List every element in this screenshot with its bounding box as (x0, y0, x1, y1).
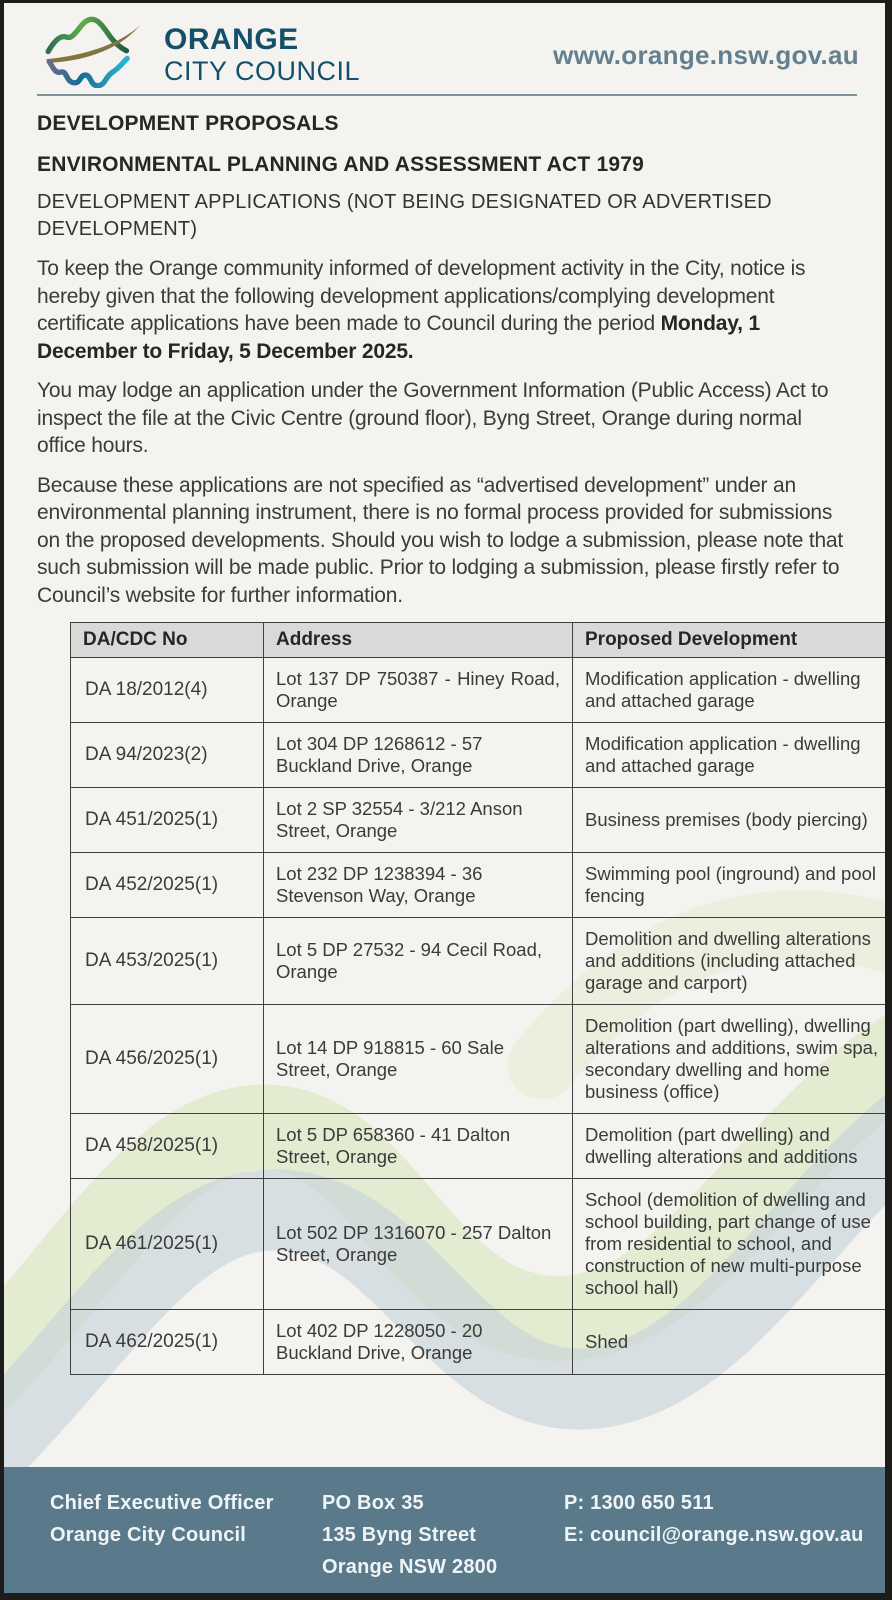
contact-footer (4, 1467, 885, 1593)
footer-po-box: PO Box 35 (322, 1492, 424, 1514)
address-cell: Lot 304 DP 1268612 - 57 Buckland Drive, Orange (264, 723, 573, 788)
paragraph-text: To keep the Orange community informed of development activity in the City, notice is hereby given that the following development applications/complying development certificate applications have been made to Council during the period (37, 257, 806, 335)
notice-paragraph-period (37, 255, 850, 365)
column-header-development: Proposed Development (573, 623, 892, 658)
footer-officer-block (50, 1487, 322, 1551)
footer-street: 135 Byng Street (322, 1524, 477, 1546)
table-row (71, 723, 892, 788)
da-number-cell: DA 452/2025(1) (71, 853, 264, 918)
notice-body (37, 111, 879, 1375)
da-number-cell: DA 453/2025(1) (71, 918, 264, 1005)
table-row (71, 1179, 892, 1310)
notice-act-heading: ENVIRONMENTAL PLANNING AND ASSESSMENT ACT 1979 (37, 153, 644, 176)
da-number-cell: DA 18/2012(4) (71, 658, 264, 723)
logo-wordmark (164, 24, 360, 86)
council-logo (34, 12, 360, 88)
address-cell: Lot 137 DP 750387 - Hiney Road, Orange (264, 658, 573, 723)
address-cell: Lot 502 DP 1316070 - 257 Dalton Street, Orange (264, 1179, 573, 1310)
logo-waves-icon (34, 12, 152, 88)
table-row (71, 853, 892, 918)
da-number-cell: DA 451/2025(1) (71, 788, 264, 853)
address-cell: Lot 2 SP 32554 - 3/212 Anson Street, Orange (264, 788, 573, 853)
logo-wordmark-line1: ORANGE (164, 23, 299, 56)
da-number-cell: DA 462/2025(1) (71, 1310, 264, 1375)
notice-period-bold: Monday, 1 December to Friday, 5 December 2025. (37, 312, 760, 363)
table-row (71, 1114, 892, 1179)
column-header-address: Address (264, 623, 573, 658)
address-cell: Lot 5 DP 658360 - 41 Dalton Street, Orange (264, 1114, 573, 1179)
development-applications-table (70, 622, 892, 1375)
footer-contact-block (564, 1487, 865, 1551)
development-cell: Demolition and dwelling alterations and additions (including attached garage and carport) (573, 918, 892, 1005)
footer-email-link[interactable]: E: council@orange.nsw.gov.au (564, 1524, 864, 1546)
development-cell: Modification application - dwelling and attached garage (573, 658, 892, 723)
development-cell: Modification application - dwelling and attached garage (573, 723, 892, 788)
column-header-da-no: DA/CDC No (71, 623, 264, 658)
development-cell: Demolition (part dwelling) and dwelling alterations and additions (573, 1114, 892, 1179)
development-cell: Shed (573, 1310, 892, 1375)
footer-officer-title: Chief Executive Officer (50, 1492, 274, 1514)
notice-paragraph-submissions: Because these applications are not specified as “advertised development” under an environmental planning instrument, there is no formal process provided for submissions on the proposed developments. Should you wish to lodge a submission, please note that such submission will be made public. Prior to lodging a submission, please firstly refer to Council’s website for further information. (37, 473, 844, 607)
address-cell: Lot 232 DP 1238394 - 36 Stevenson Way, Orange (264, 853, 573, 918)
da-number-cell: DA 461/2025(1) (71, 1179, 264, 1310)
table-row (71, 1310, 892, 1375)
table-header-row (71, 623, 892, 658)
table-row (71, 1005, 892, 1114)
notice-subheading: DEVELOPMENT APPLICATIONS (NOT BEING DESIGNATED OR ADVERTISED DEVELOPMENT) (37, 191, 772, 240)
development-cell: School (demolition of dwelling and school building, part change of use from residential to school, and construction of new multi-purpose school hall) (573, 1179, 892, 1310)
footer-city: Orange NSW 2800 (322, 1556, 498, 1578)
table-row (71, 788, 892, 853)
header-divider (37, 94, 857, 96)
notice-title: DEVELOPMENT PROPOSALS (37, 112, 339, 135)
da-number-cell: DA 456/2025(1) (71, 1005, 264, 1114)
development-cell: Business premises (body piercing) (573, 788, 892, 853)
da-number-cell: DA 458/2025(1) (71, 1114, 264, 1179)
development-cell: Demolition (part dwelling), dwelling alterations and additions, swim spa, secondary dwelling and home business (office) (573, 1005, 892, 1114)
page-header (4, 3, 885, 88)
address-cell: Lot 5 DP 27532 - 94 Cecil Road, Orange (264, 918, 573, 1005)
address-cell: Lot 402 DP 1228050 - 20 Buckland Drive, Orange (264, 1310, 573, 1375)
council-website-link[interactable]: www.orange.nsw.gov.au (553, 40, 859, 70)
logo-wordmark-line2: CITY COUNCIL (164, 56, 361, 86)
address-cell: Lot 14 DP 918815 - 60 Sale Street, Orange (264, 1005, 573, 1114)
footer-phone: P: 1300 650 511 (564, 1492, 714, 1514)
table-row (71, 918, 892, 1005)
da-number-cell: DA 94/2023(2) (71, 723, 264, 788)
development-cell: Swimming pool (inground) and pool fencing (573, 853, 892, 918)
footer-address-block (322, 1487, 564, 1583)
table-row (71, 658, 892, 723)
notice-paragraph-access: You may lodge an application under the Government Information (Public Access) Act to inspect the file at the Civic Centre (ground floor), Byng Street, Orange during normal office hours. (37, 379, 829, 457)
footer-council-name: Orange City Council (50, 1524, 247, 1546)
